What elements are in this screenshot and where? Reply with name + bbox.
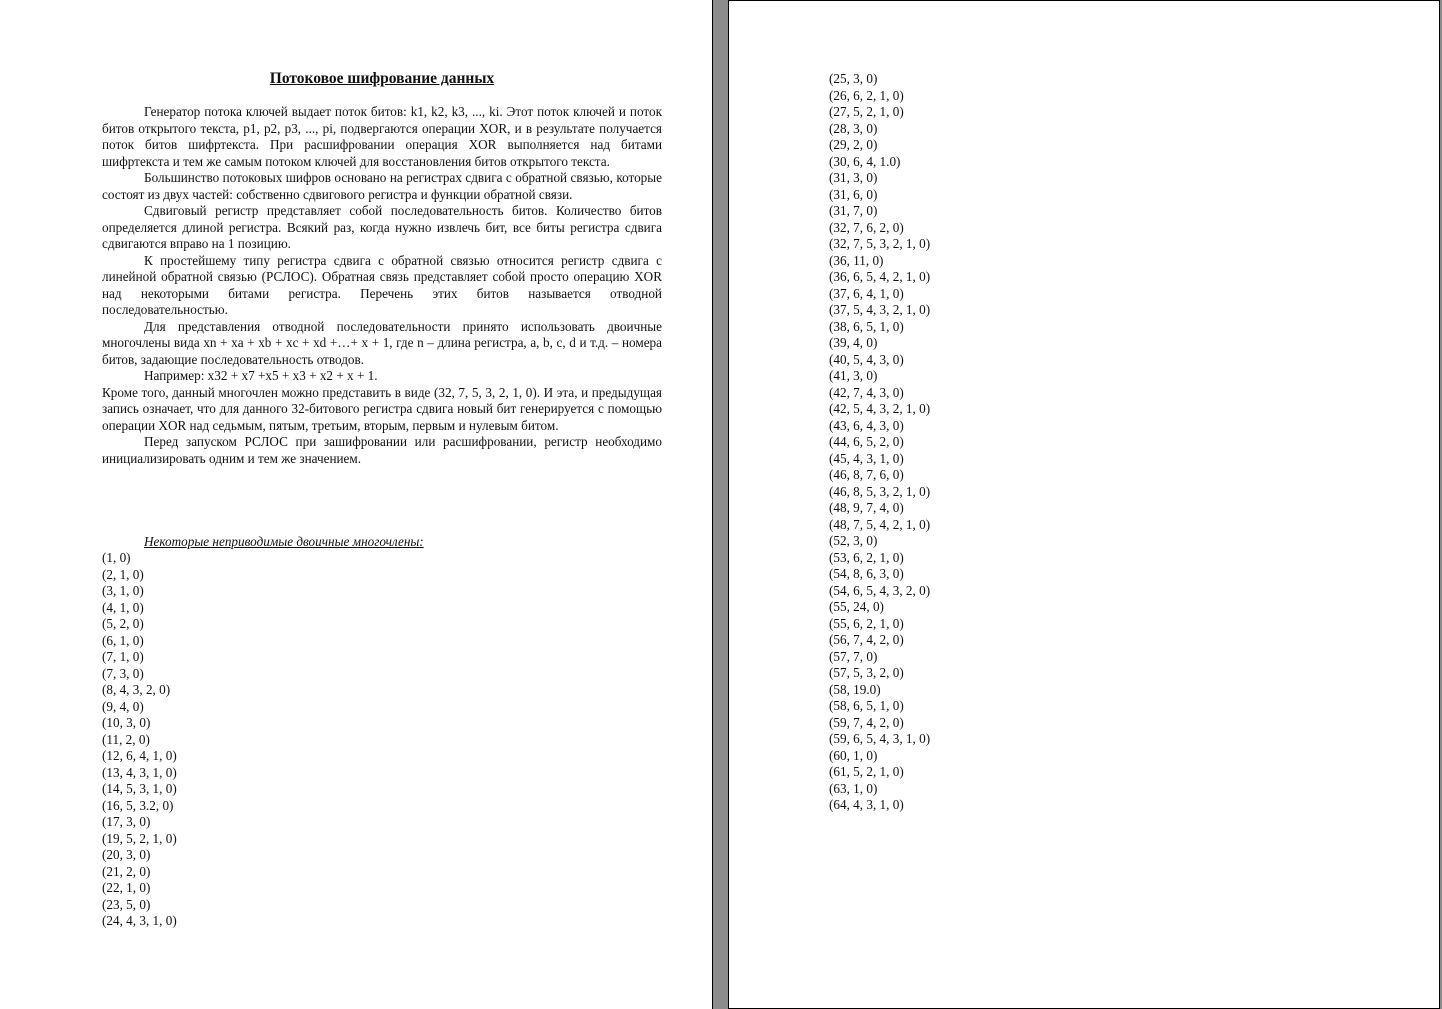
document-body [102,104,662,467]
polynomial-item: (37, 6, 4, 1, 0) [829,285,904,301]
polynomial-item: (21, 2, 0) [102,863,151,879]
polynomial-item: (31, 6, 0) [829,186,878,202]
polynomial-item: (13, 4, 3, 1, 0) [102,764,177,780]
polynomial-item: (12, 6, 4, 1, 0) [102,748,177,763]
paragraph: Большинство потоковых шифров основано на регистрах сдвига с обратной связью, которые состоят из двух частей: собственно сдвигового регистра и функции обратной связи. [102,170,662,202]
polynomial-item: (30, 6, 4, 1.0) [829,153,901,169]
polynomial-item: (20, 3, 0) [102,847,151,862]
polynomial-item: (26, 6, 2, 1, 0) [829,87,904,103]
polynomial-item: (39, 4, 0) [829,335,878,350]
polynomial-item: (63, 1, 0) [829,780,878,796]
polynomial-item: (61, 5, 2, 1, 0) [829,764,904,779]
polynomial-item: (31, 3, 0) [829,170,878,185]
polynomial-item: (6, 1, 0) [102,632,144,648]
polynomial-item: (53, 6, 2, 1, 0) [829,549,904,565]
paragraph: Для представления отводной последовательности принято использовать двоичные многочлены вида xn + xa + xb + xc + xd +…+ x + 1, где n – длина регистра, a, b, c, d и т.д. – номера битов, задающие последовательность отводов. [102,318,662,367]
polynomial-item: (7, 3, 0) [102,665,144,681]
polynomial-item: (57, 7, 0) [829,648,878,664]
page-divider [712,0,713,1009]
polynomial-item: (42, 7, 4, 3, 0) [829,384,904,400]
polynomial-item: (46, 8, 7, 6, 0) [829,467,904,482]
polynomial-item: (55, 6, 2, 1, 0) [829,615,904,631]
polynomial-item: (45, 4, 3, 1, 0) [829,450,904,466]
polynomial-item: (36, 11, 0) [829,252,884,268]
polynomial-item: (59, 7, 4, 2, 0) [829,714,904,730]
polynomial-item: (7, 1, 0) [102,649,144,664]
polynomial-item: (22, 1, 0) [102,880,151,895]
polynomial-list-left [102,550,177,930]
polynomial-item: (40, 5, 4, 3, 0) [829,351,904,367]
polynomial-item: (23, 5, 0) [102,896,151,912]
polynomial-item: (64, 4, 3, 1, 0) [829,797,904,812]
polynomial-item: (2, 1, 0) [102,566,144,582]
paragraph: Сдвиговый регистр представляет собой последовательность битов. Количество битов определяется длиной регистра. Всякий раз, когда нужно извлечь бит, все биты регистра сдвига сдвигаются вправо на 1 позицию. [102,203,662,251]
polynomial-item: (41, 3, 0) [829,368,878,383]
polynomial-item: (48, 7, 5, 4, 2, 1, 0) [829,516,931,532]
polynomial-item: (27, 5, 2, 1, 0) [829,104,904,119]
polynomial-item: (17, 3, 0) [102,814,151,829]
polynomial-item: (29, 2, 0) [829,137,878,152]
polynomial-item: (44, 6, 5, 2, 0) [829,434,904,449]
polynomials-heading: Некоторые неприводимые двоичные многочлены: [144,534,424,549]
polynomial-item: (36, 6, 5, 4, 2, 1, 0) [829,269,931,284]
polynomial-item: (46, 8, 5, 3, 2, 1, 0) [829,483,931,499]
polynomial-item: (19, 5, 2, 1, 0) [102,830,177,846]
polynomial-item: (59, 6, 5, 4, 3, 1, 0) [829,731,931,746]
polynomial-item: (24, 4, 3, 1, 0) [102,913,177,928]
polynomial-item: (8, 4, 3, 2, 0) [102,682,171,697]
polynomial-item: (38, 6, 5, 1, 0) [829,318,904,334]
polynomial-item: (58, 19.0) [829,681,881,697]
paragraph: Перед запуском РСЛОС при зашифровании или расшифровании, регистр необходимо инициализировать одним и тем же значением. [102,434,662,466]
polynomial-item: (55, 24, 0) [829,599,884,614]
paragraph: Генератор потока ключей выдает поток битов: k1, k2, k3, ..., ki. Этот поток ключей и поток битов открытого текста, p1, p2, p3, ..., pi, подвергаются операции XOR, и в результате получается поток битов шифртекста. При расшифровании операция XOR выполняется над битами шифртекста и тем же самым потоком ключей для восстановления битов открытого текста. [102,104,662,169]
polynomial-item: (32, 7, 5, 3, 2, 1, 0) [829,236,931,251]
polynomial-item: (1, 0) [102,550,131,565]
polynomial-item: (54, 6, 5, 4, 3, 2, 0) [829,582,931,598]
polynomial-item: (14, 5, 3, 1, 0) [102,781,177,796]
polynomial-item: (11, 2, 0) [102,731,150,747]
polynomial-item: (9, 4, 0) [102,698,144,714]
polynomial-item: (52, 3, 0) [829,533,878,548]
polynomial-item: (4, 1, 0) [102,599,144,615]
polynomial-item: (54, 8, 6, 3, 0) [829,566,904,581]
polynomial-item: (58, 6, 5, 1, 0) [829,698,904,713]
polynomial-item: (25, 3, 0) [829,71,878,86]
paragraph: К простейшему типу регистра сдвига с обратной связью относится регистр сдвига с линейной обратной связью (РСЛОС). Обратная связь представляет собой просто операцию XOR над некоторыми битами регистра. Перечень этих битов называется отводной последовательностью. [102,252,662,317]
polynomial-item: (28, 3, 0) [829,120,878,136]
page-left [0,0,712,1009]
polynomial-item: (57, 5, 3, 2, 0) [829,665,904,680]
paragraph: Например: x32 + x7 +x5 + x3 + x2 + x + 1. [144,368,378,383]
polynomial-item: (48, 9, 7, 4, 0) [829,500,904,515]
page-right [728,0,1440,1009]
polynomial-item: (60, 1, 0) [829,747,878,763]
polynomial-item: (37, 5, 4, 3, 2, 1, 0) [829,302,931,317]
polynomial-item: (3, 1, 0) [102,583,144,598]
paragraph: Кроме того, данный многочлен можно представить в виде (32, 7, 5, 3, 2, 1, 0). И эта, и предыдущая запись означает, что для данного 32-битового регистра сдвига новый бит генерируется с помощью операции XOR над седьмым, пятым, третьим, вторым, первым и нулевым битом. [102,384,662,433]
document-title: Потоковое шифрование данных [269,70,495,87]
polynomial-list-right [829,71,930,814]
polynomial-item: (56, 7, 4, 2, 0) [829,632,904,647]
polynomial-item: (42, 5, 4, 3, 2, 1, 0) [829,401,931,416]
polynomial-item: (5, 2, 0) [102,616,144,631]
polynomial-item: (32, 7, 6, 2, 0) [829,219,904,235]
polynomial-item: (16, 5, 3.2, 0) [102,797,174,813]
polynomial-item: (10, 3, 0) [102,715,151,730]
polynomial-item: (43, 6, 4, 3, 0) [829,417,904,433]
polynomial-item: (31, 7, 0) [829,203,878,218]
